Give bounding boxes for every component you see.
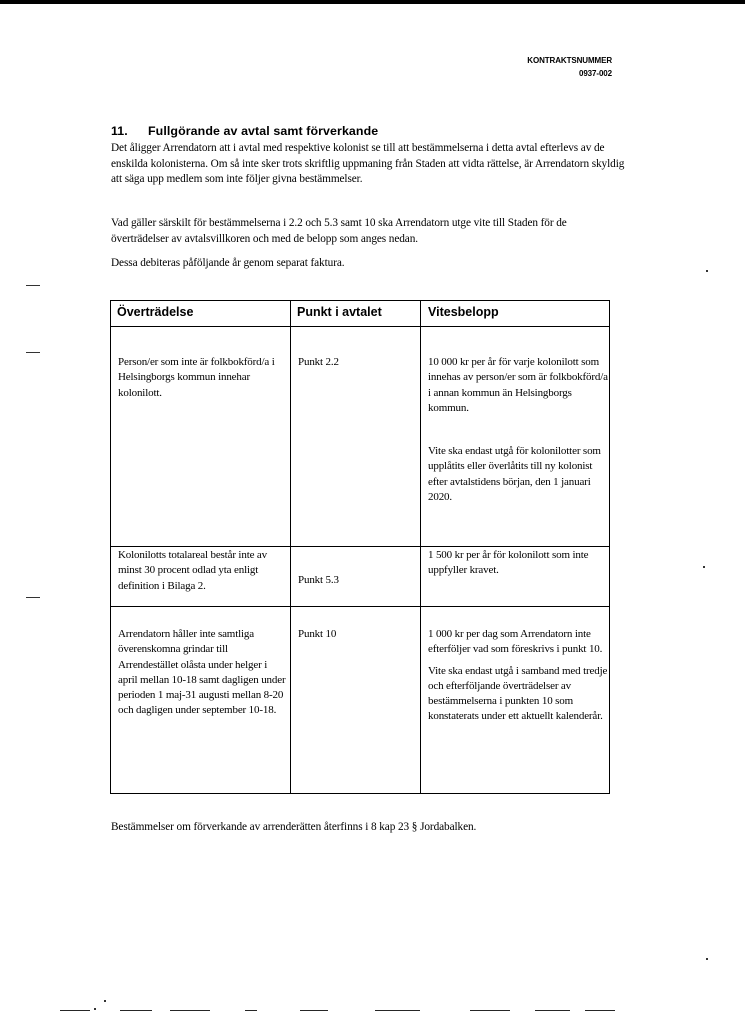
scan-line	[470, 1010, 510, 1011]
scan-line	[120, 1010, 152, 1011]
penalty-note: Vite ska endast utgå i samband med tredje och efterföljande överträdelser av bestämmelserna i punkten 10 som konstaterats under ett aktuellt kalenderår.	[428, 664, 608, 723]
scan-line	[245, 1010, 257, 1011]
penalty-text: 10 000 kr per år för varje kolonilott som innehas av person/er som är folkbokförd/a i annan kommun än Helsingborgs kommun.	[428, 356, 608, 414]
paragraph-obligation: Det åligger Arrendatorn att i avtal med respektive kolonist se till att bestämmelserna i detta avtal efterlevs av de enskilda kolonisterna. Om så inte sker trots skriftlig uppmaning från Staden att vidta rättelse, är Arrendatorn skyldig att säga upp medlem som inte följer givna bestämmelser.	[111, 142, 625, 185]
contract-label: KONTRAKTSNUMMER	[527, 56, 612, 65]
table-header-violation: Överträdelse	[117, 305, 194, 319]
table-cell-clause: Punkt 2.2	[298, 356, 339, 368]
table-cell-penalty: 1 500 kr per år för kolonilott som inte uppfyller kravet.	[428, 549, 589, 577]
scan-line	[60, 1010, 90, 1011]
table-cell-penalty	[428, 355, 608, 511]
paragraph-invoicing: Dessa debiteras påföljande år genom separat faktura.	[111, 257, 345, 269]
penalty-table	[110, 300, 610, 794]
penalty-text: 1 000 kr per dag som Arrendatorn inte efterföljer vad som föreskrivs i punkt 10.	[428, 628, 603, 656]
table-header-penalty: Vitesbelopp	[428, 305, 499, 319]
contract-number-block	[527, 54, 612, 80]
table-cell-clause: Punkt 10	[298, 628, 337, 640]
scan-speck	[104, 1000, 106, 1002]
closing-note: Bestämmelser om förverkande av arrenderätten återfinns i 8 kap 23 § Jordabalken.	[111, 821, 477, 833]
row-divider	[111, 546, 609, 547]
section-number: 11.	[111, 124, 128, 138]
paragraph-penalty: Vad gäller särskilt för bestämmelserna i 2.2 och 5.3 samt 10 ska Arrendatorn utge vite till Staden för de överträdelser av avtalsvillkoren och med de belopp som anges nedan.	[111, 217, 567, 245]
scan-line	[300, 1010, 328, 1011]
table-cell-violation: Kolonilotts totalareal består inte av minst 30 procent odlad yta enligt definition i Bilaga 2.	[118, 549, 268, 592]
scan-line	[375, 1010, 420, 1011]
scan-mark	[26, 285, 40, 286]
contract-number: 0937-002	[578, 69, 612, 78]
table-header-clause: Punkt i avtalet	[297, 305, 382, 319]
scan-speck	[706, 958, 708, 960]
row-divider	[111, 606, 609, 607]
penalty-note: Vite ska endast utgå för kolonilotter som upplåtits eller överlåtits till ny kolonist efter avtalstidens början, den 1 januari 2020.	[428, 445, 601, 504]
scan-mark	[26, 352, 40, 353]
scan-speck	[703, 566, 705, 568]
section-title: Fullgörande av avtal samt förverkande	[148, 124, 379, 138]
table-cell-penalty	[428, 627, 608, 731]
scan-mark	[26, 597, 40, 598]
header-divider	[111, 326, 609, 327]
scan-line	[535, 1010, 570, 1011]
table-cell-violation: Arrendatorn håller inte samtliga överenskomna grindar till Arrendestället olåsta under helger i april mellan 10-18 samt dagligen under perioden 1 maj-31 augusti mellan 8-20 och dagligen under september 10-18.	[118, 628, 286, 717]
scan-line	[585, 1010, 615, 1011]
scan-top-edge	[0, 0, 745, 4]
scan-line	[170, 1010, 210, 1011]
section-heading	[111, 124, 378, 138]
table-cell-violation: Person/er som inte är folkbokförd/a i Helsingborgs kommun innehar kolonilott.	[118, 356, 275, 399]
scan-speck	[94, 1008, 96, 1010]
scan-speck	[706, 270, 708, 272]
table-cell-clause: Punkt 5.3	[298, 574, 339, 586]
